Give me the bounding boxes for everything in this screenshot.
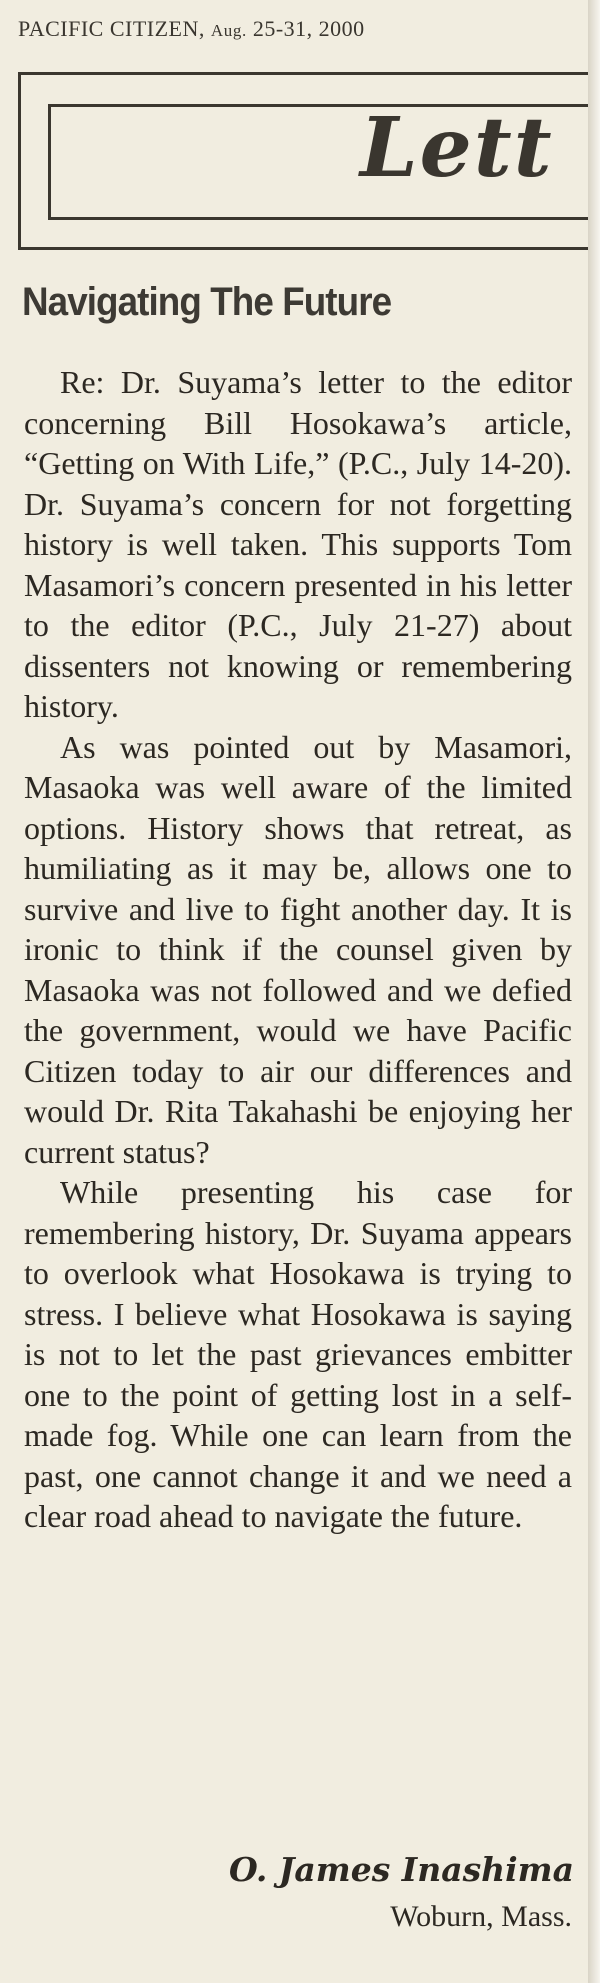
publication-name: PACIFIC CITIZEN, — [18, 16, 205, 41]
issue-month: Aug. — [210, 21, 247, 40]
article-paragraph: Re: Dr. Suyama’s letter to the editor concerning Bill Hosokawa’s article, “Getting on With Life,” (P.C., July 14-20). Dr. Suyama’s concern for not forgetting history is well taken. This supports Tom Masamori’s concern presented in his letter to the editor (P.C., July 21-27) about dissenters not knowing or remembering history. — [24, 364, 572, 724]
author-signature: O. James Inashima — [229, 1850, 574, 1889]
author-location: Woburn, Mass. — [390, 1900, 572, 1933]
page-edge — [588, 0, 600, 1983]
section-title: Lett — [360, 100, 554, 196]
article-body — [24, 362, 572, 1537]
article-headline: Navigating The Future — [22, 280, 392, 324]
masthead — [18, 16, 365, 42]
issue-dates: 25-31, 2000 — [252, 16, 365, 41]
article-paragraph: While presenting his case for remembering history, Dr. Suyama appears to overlook what Hosokawa is trying to stress. I believe what Hosokawa is saying is not to let the past grievances embitter one to the point of getting lost in a self-made fog. While one can learn from the past, one cannot change it and we need a clear road ahead to navigate the future. — [24, 1174, 572, 1534]
article-paragraph: As was pointed out by Masamori, Masaoka was well aware of the limited options. History shows that retreat, as humiliating as it may be, allows one to survive and live to fight another day. It is ironic to think if the counsel given by Masaoka was not followed and we defied the government, would we have Pacific Citizen today to air our differences and would Dr. Rita Takahashi be enjoying her current status? — [24, 728, 572, 1170]
